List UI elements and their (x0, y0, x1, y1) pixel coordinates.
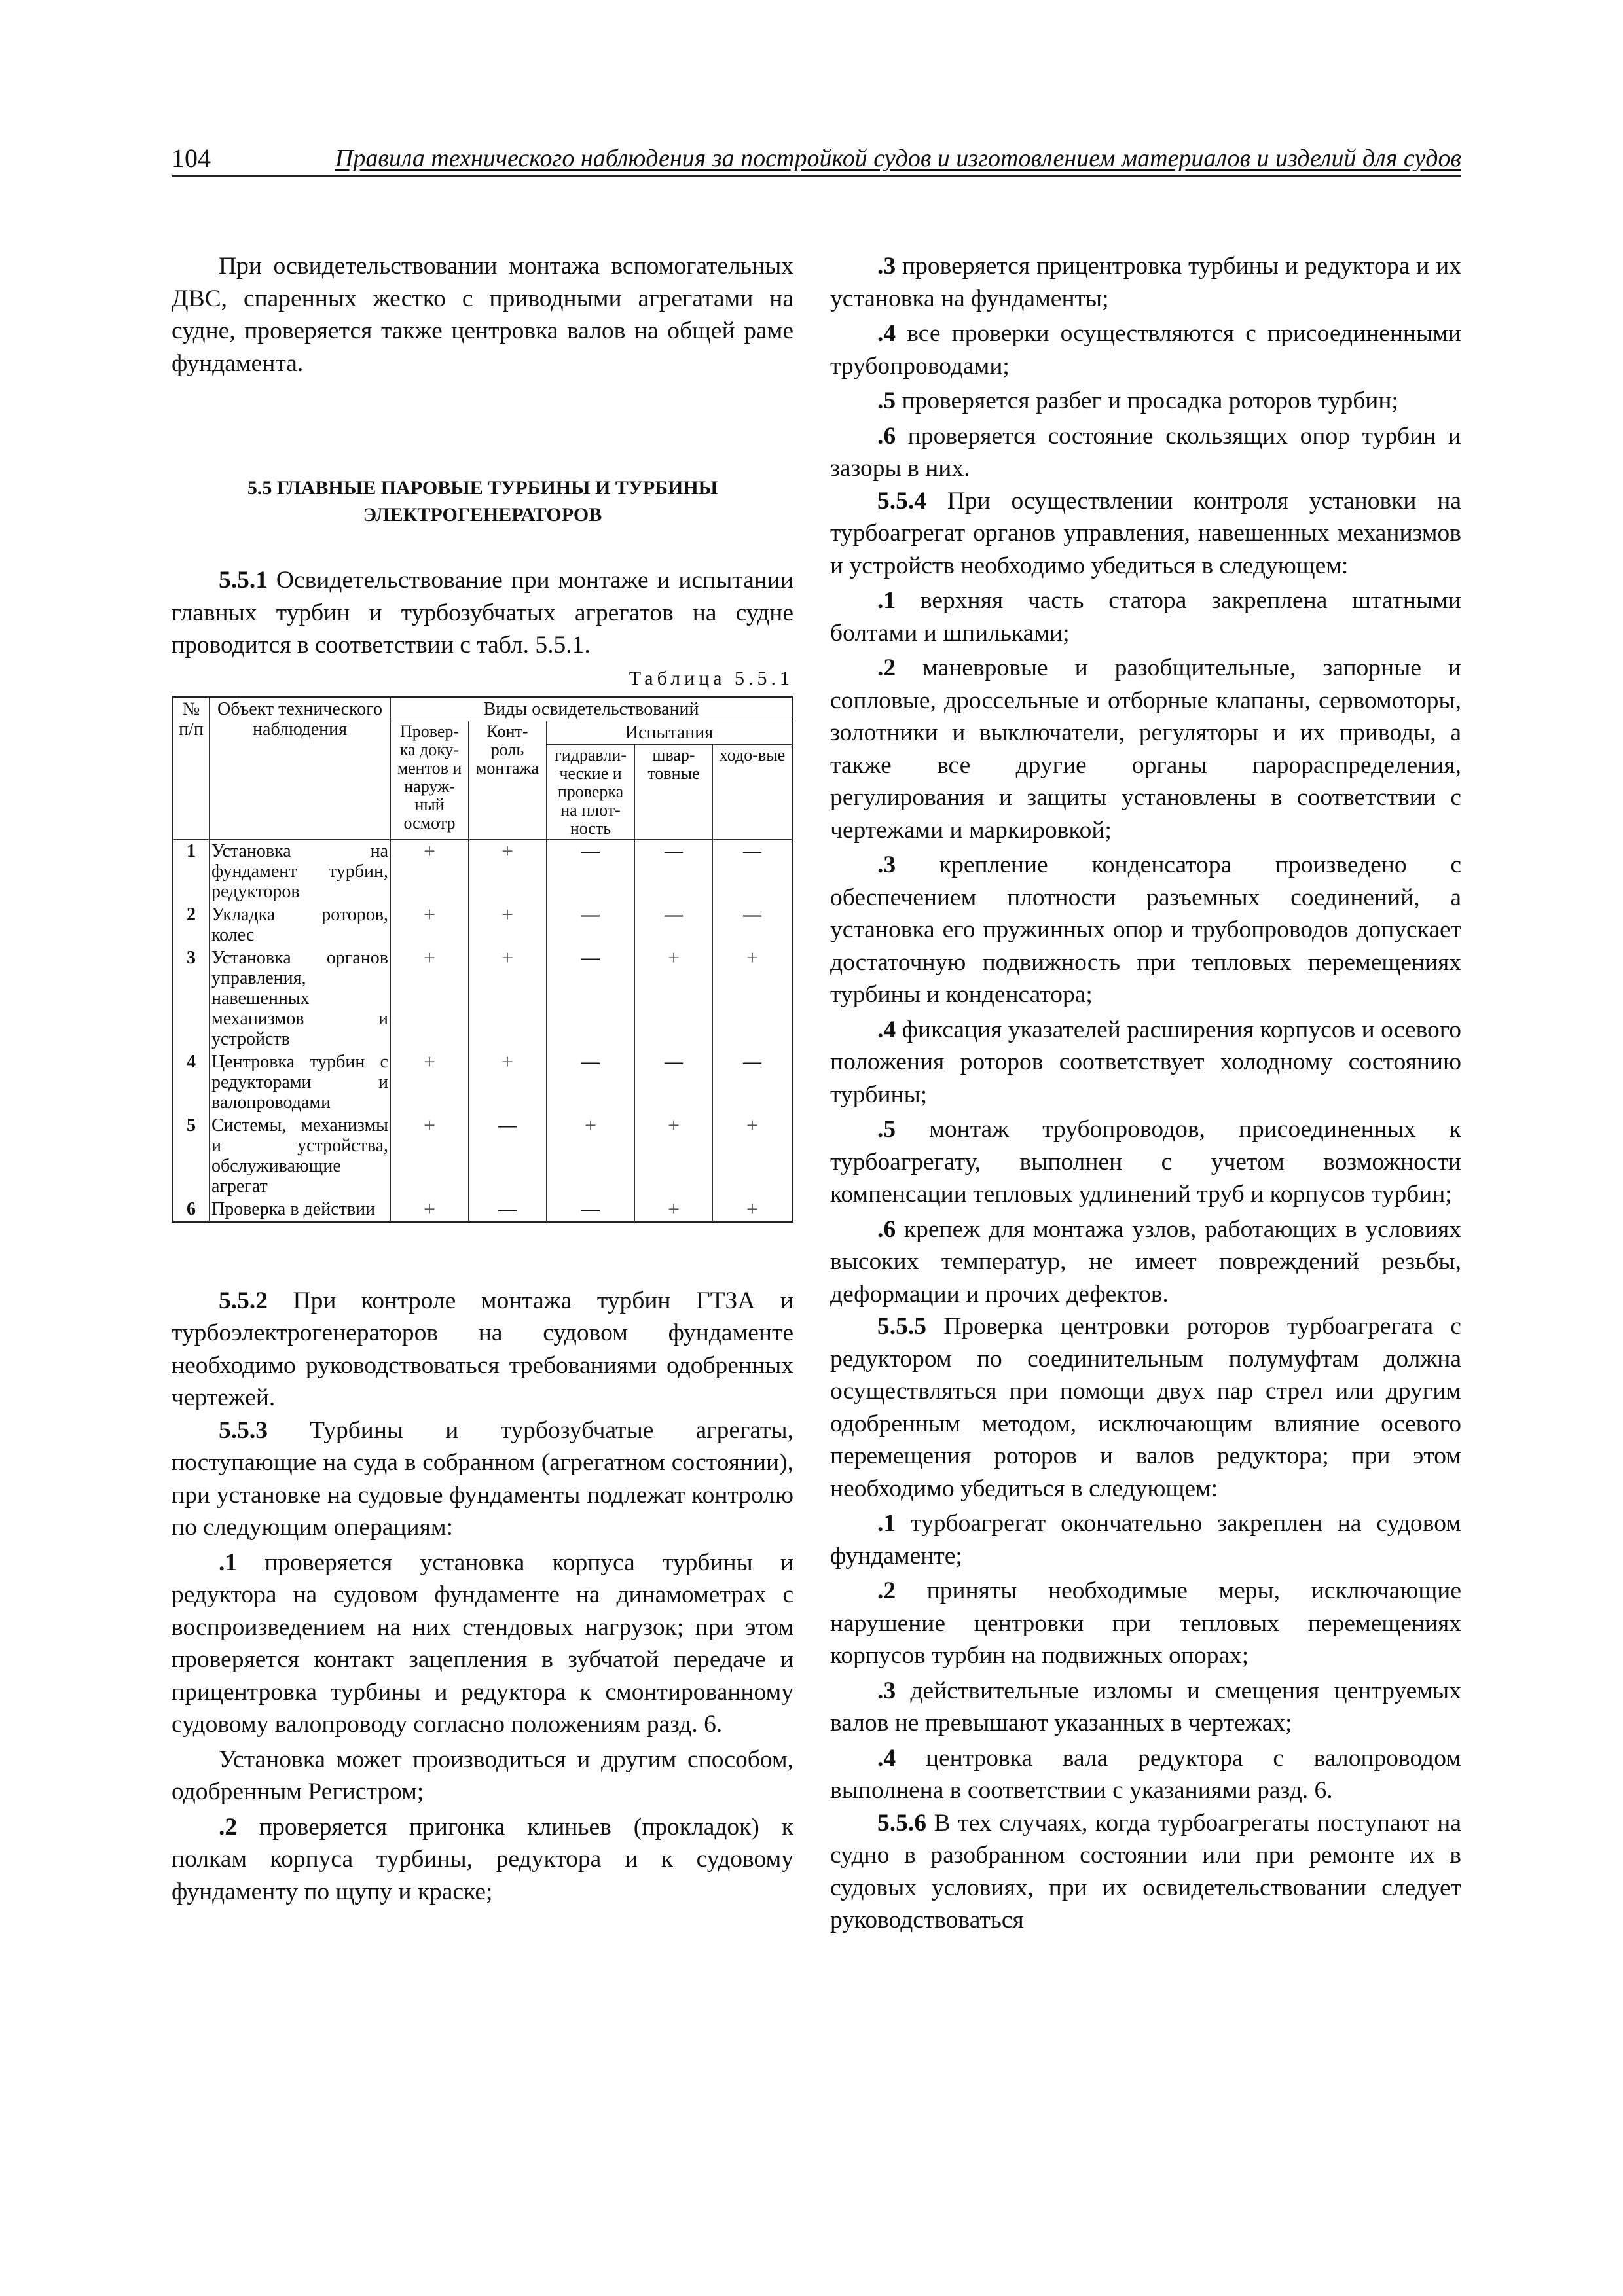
page-number: 104 (172, 143, 211, 173)
clause-number: 5.5.2 (219, 1287, 268, 1314)
clause-number: 5.5.4 (877, 487, 926, 514)
col-header-mooring: швар-товные (635, 744, 713, 839)
left-column (172, 250, 793, 1908)
clause-number: 5.5.5 (877, 1313, 926, 1340)
paragraph-5-5-2: 5.5.2 При контроле монтажа турбин ГТЗА и турбоэлектрогенераторов на судовом фундаменте необходимо руководствоваться требованиями одобренных чертежей. (172, 1287, 793, 1411)
col-header-sea: ходо-вые (713, 744, 793, 839)
list-item: .4 центровка вала редуктора с валопроводом выполнена в соответствии с указаниями разд. 6. (830, 1744, 1461, 1804)
clause-number: 5.5.1 (219, 567, 268, 594)
col-header-no: № п/п (173, 696, 210, 839)
list-item: .3 действительные изломы и смещения центруемых валов не превышают указанных в чертежах; (830, 1677, 1461, 1736)
paragraph-5-5-5: 5.5.5 Проверка центровки роторов турбоагрегата с редуктором по соединительным полумуфтам должна осуществляться при помощи двух пар стрел или другим одобренным методом, исключающим влияние осевого перемещения роторов и валов редуктора; при этом необходимо убедиться в следующем: (830, 1313, 1461, 1502)
list-item: .3 проверяется прицентровка турбины и редуктора и их установка на фундаменты; (830, 253, 1461, 312)
list-item: .4 фиксация указателей расширения корпусов и осевого положения роторов соответствует холодному состоянию турбины; (830, 1016, 1461, 1108)
paragraph-5-5-1: 5.5.1 Освидетельствование при монтаже и испытании главных турбин и турбозубчатых агрегатов на судне проводится в соответствии с табл. 5.5.1. (172, 567, 793, 658)
clause-number: 5.5.6 (877, 1809, 926, 1837)
running-title: Правила технического наблюдения за постройкой судов и изготовлением материалов и изделий для судов (335, 145, 1461, 172)
table-5-5-1 (172, 696, 793, 1223)
list-item: .1 верхняя часть статора закреплена штатными болтами и шпильками; (830, 587, 1461, 647)
table-row: 2 Укладка роторов, колес + + — — — (173, 903, 793, 946)
table-row: 6 Проверка в действии + — — + + (173, 1198, 793, 1222)
section-heading: 5.5 ГЛАВНЫЕ ПАРОВЫЕ ТУРБИНЫ И ТУРБИНЫ ЭЛЕКТРОГЕНЕРАТОРОВ (247, 477, 718, 526)
table-caption: Таблица 5.5.1 (629, 667, 793, 689)
list-item: .3 крепление конденсатора произведено с обеспечением плотности разъемных соединений, а установка его пружинных опор и трубопроводов допускает достаточную подвижность при тепловых перемещениях турбины и конденсатора; (830, 852, 1461, 1008)
col-header-docs: Провер-ка доку-ментов и наруж-ный осмотр (391, 721, 469, 839)
list-item: .4 все проверки осуществляются с присоединенными трубопроводами; (830, 320, 1461, 380)
list-item: .1 проверяется установка корпуса турбины и редуктора на судовом фундаменте на динамометрах с воспроизведением на них стендовых нагрузок; при этом проверяется контакт зацепления в зубчатой передаче и прицентровка турбины и редуктора к смонтированному судовому валопроводу согласно положениям разд. 6. (172, 1549, 793, 1738)
clause-number: 5.5.3 (219, 1416, 268, 1444)
list-item: .6 крепеж для монтажа узлов, работающих в условиях высоких температур, не имеет повреждений резьбы, деформации и прочих дефектов. (830, 1215, 1461, 1308)
col-header-hydro: гидравли-ческие и проверка на плот-ность (547, 744, 635, 839)
list-item: .1 турбоагрегат окончательно закреплен на судовом фундаменте; (830, 1510, 1461, 1570)
paragraph-5-5-4: 5.5.4 При осуществлении контроля установки на турбоагрегат органов управления, навешенных механизмов и устройств необходимо убедиться в следующем: (830, 487, 1461, 579)
list-item: .5 проверяется разбег и просадка роторов турбин; (877, 387, 1398, 414)
list-item: .2 приняты необходимые меры, исключающие нарушение центровки при тепловых перемещениях корпусов турбин на подвижных опорах; (830, 1577, 1461, 1669)
col-header-control: Конт-роль монтажа (469, 721, 547, 839)
list-item: .2 маневровые и разобщительные, запорные и сопловые, дроссельные и отборные клапаны, сервомоторы, золотники и выключатели, регуляторы и их приводы, а также все другие органы парораспределения, регулирования и защиты установлены в соответствии с чертежами и маркировкой; (830, 655, 1461, 844)
running-header (172, 143, 1461, 177)
paragraph-5-5-6: 5.5.6 В тех случаях, когда турбоагрегаты поступают на судно в разобранном состоянии или при ремонте их в судовых условиях, при их освидетельствовании следует руководствоваться (830, 1809, 1461, 1933)
col-header-types: Виды освидетельствований (391, 696, 793, 721)
table-row: 1 Установка на фундамент турбин, редукторов + + — — — (173, 839, 793, 903)
col-header-object: Объект технического наблюдения (210, 696, 391, 839)
install-note: Установка может производиться и другим способом, одобренным Регистром; (172, 1746, 793, 1805)
col-header-tests: Испытания (547, 721, 793, 744)
intro-paragraph: При освидетельствовании монтажа вспомогательных ДВС, спаренных жестко с приводными агрегатами на судне, проверяется также центровка валов на общей раме фундамента. (172, 253, 793, 377)
list-item: .5 монтаж трубопроводов, присоединенных к турбоагрегату, выполнен с учетом возможности компенсации тепловых удлинений труб и корпусов турбин; (830, 1116, 1461, 1208)
table-row: 3 Установка органов управления, навешенных механизмов и устройств + + — + + (173, 946, 793, 1050)
list-item: .2 проверяется пригонка клиньев (прокладок) к полкам корпуса турбины, редуктора и к судовому фундаменту по щупу и краске; (172, 1813, 793, 1905)
table-row: 4 Центровка турбин с редукторами и валопроводами + + — — — (173, 1050, 793, 1114)
table-row: 5 Системы, механизмы и устройства, обслуживающие агрегат + — + + + (173, 1114, 793, 1198)
list-item: .6 проверяется состояние скользящих опор турбин и зазоры в них. (830, 422, 1461, 482)
paragraph-5-5-3: 5.5.3 Турбины и турбозубчатые агрегаты, поступающие на суда в собранном (агрегатном состоянии), при установке на судовые фундаменты подлежат контролю по следующим операциям: (172, 1416, 793, 1541)
right-column (830, 250, 1461, 1937)
